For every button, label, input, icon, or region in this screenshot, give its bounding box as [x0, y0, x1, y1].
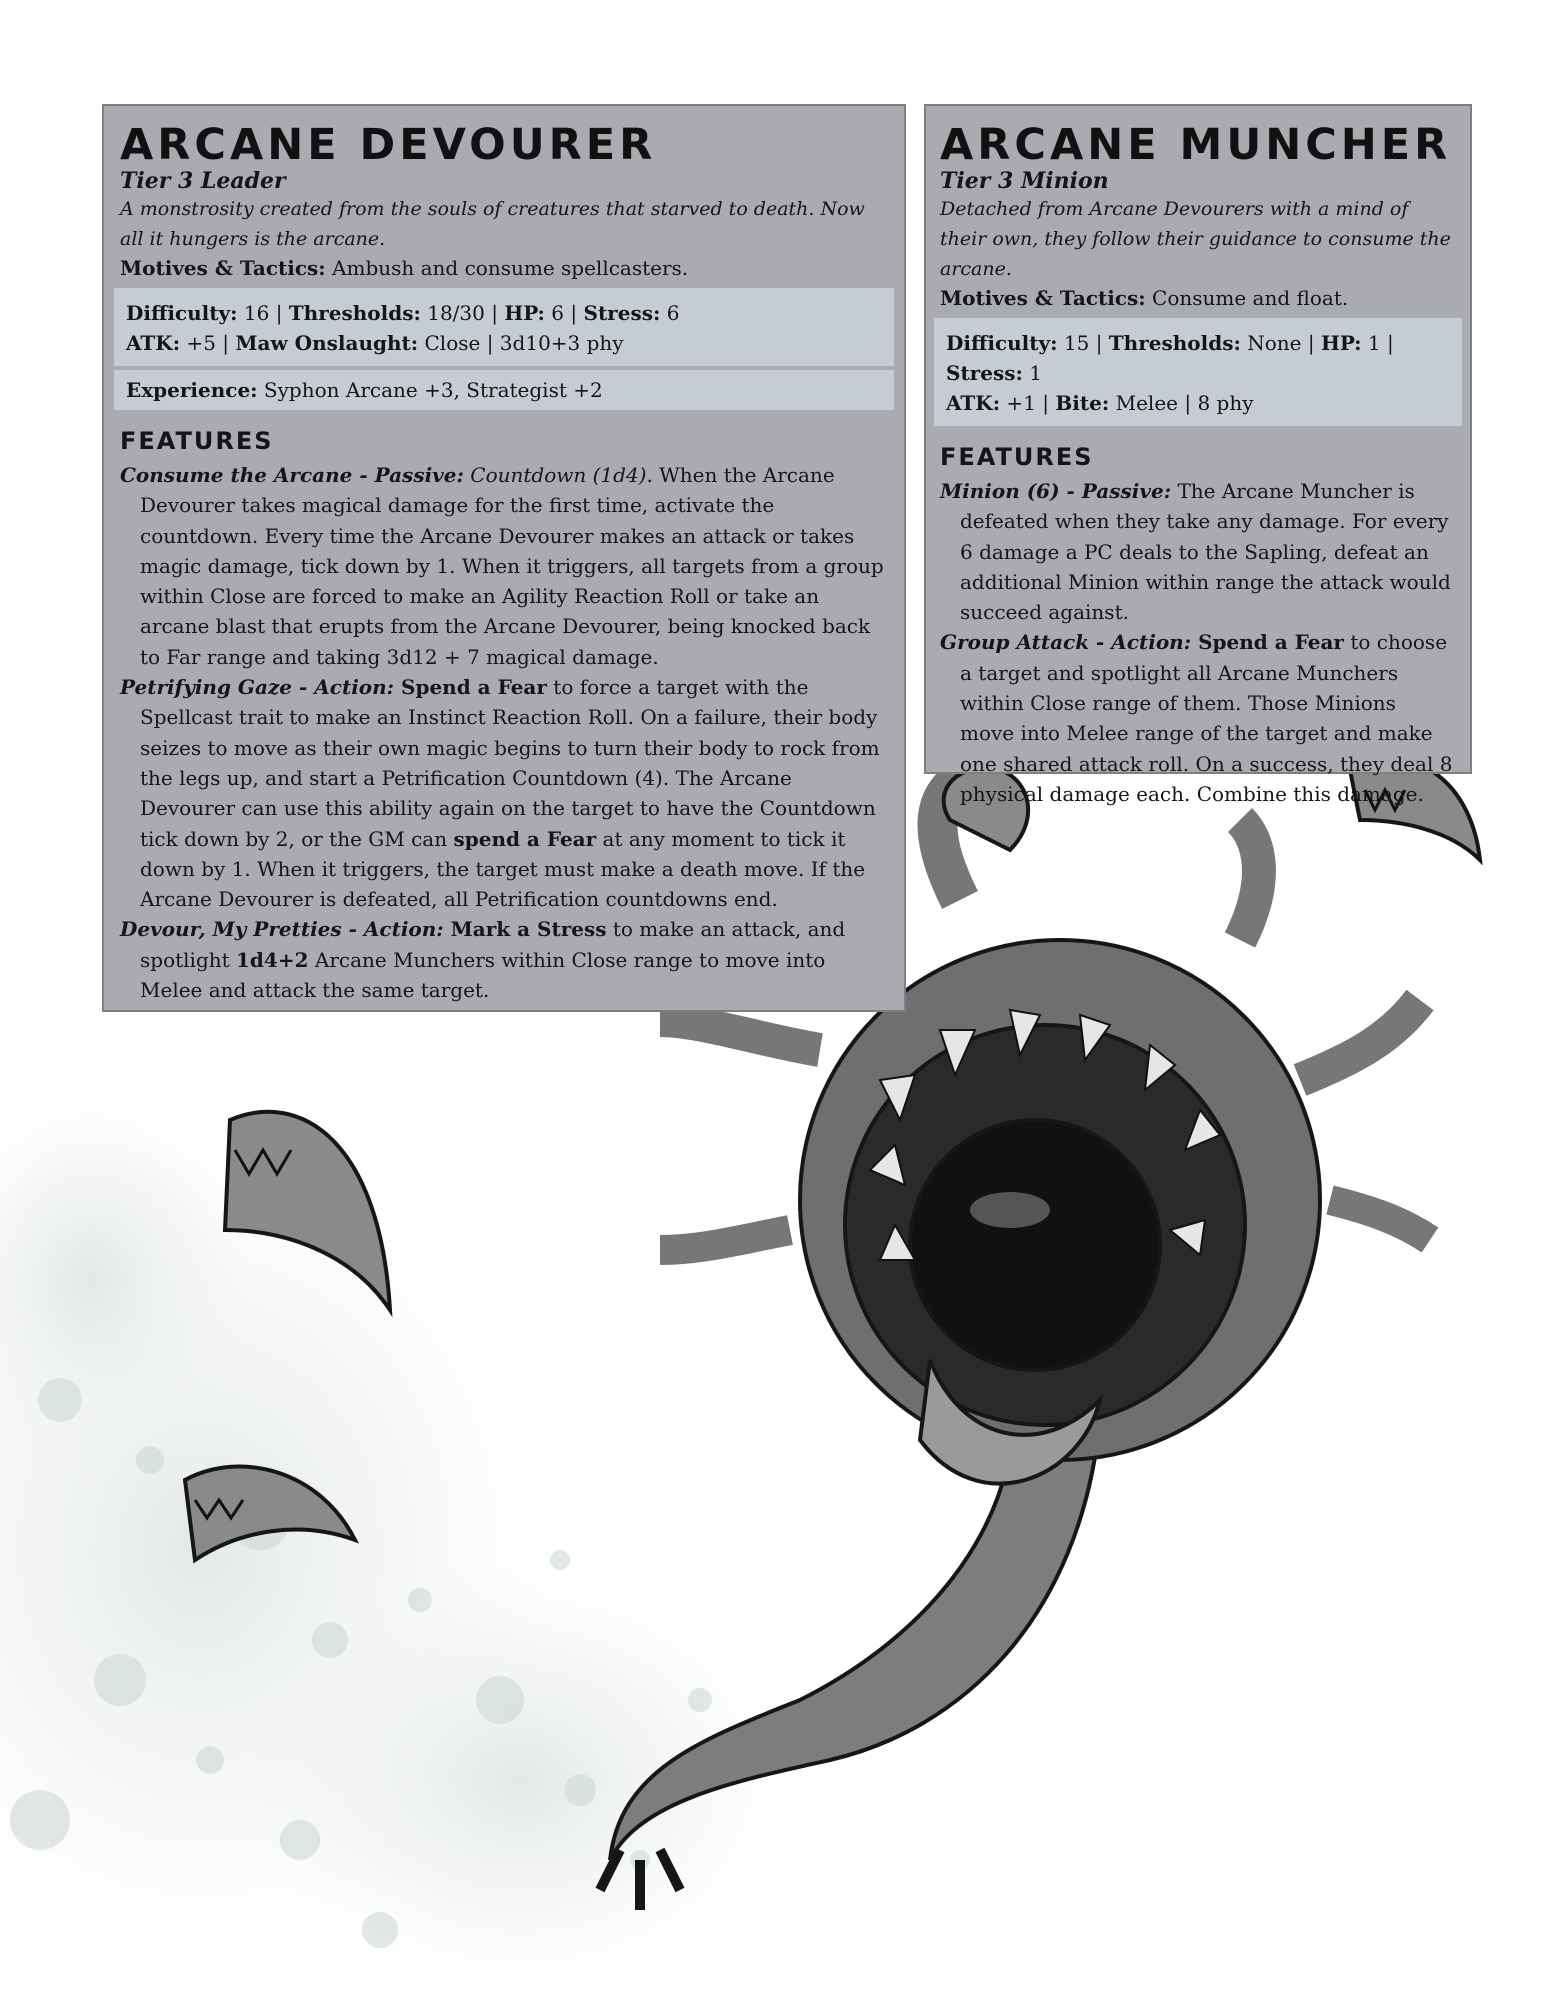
tier-label: Tier 3 Leader	[120, 168, 286, 194]
feature-devour-my-pretties	[120, 914, 888, 1005]
hp-label: HP:	[504, 301, 545, 325]
statblock-title: ARCANE MUNCHER	[940, 120, 1452, 170]
feature-name: Consume the Arcane - Passive:	[120, 463, 464, 487]
arcane-devourer-statblock	[102, 104, 906, 1012]
feature-text: . When the Arcane Devourer takes magical damage for the first time, activate the countdown. Every time the Arcane Devourer makes an attack or takes magic damage, tick down by 1. When it triggers, all targets from a group within Close are forced to make an Agility Reaction Roll or take an arcane blast that erupts from the Arcane Devourer, being knocked back to Far range and taking 3d12 + 7 magical damage.	[140, 463, 884, 669]
stat-line-2: ATK: +1 | Bite: Melee | 8 phy	[946, 391, 1254, 415]
feature-cost: Spend a Fear	[1191, 630, 1344, 655]
feature-text-2: at any moment to tick it down by 1. When it triggers, the target must make a death move. If the Arcane Devourer is defeated, all Petrification countdowns end.	[140, 826, 866, 912]
feature-group-attack	[940, 627, 1456, 809]
attack-label: Bite:	[1055, 391, 1110, 415]
thresholds-label: Thresholds:	[1108, 331, 1241, 355]
atk-label: ATK:	[126, 331, 181, 355]
features-heading: FEATURES	[120, 427, 274, 455]
feature-text-2: Arcane Munchers within Close range to move into Melee and attack the same target.	[140, 947, 826, 1003]
feature-text: The Arcane Muncher is defeated when they take any damage. For every 6 damage a PC deals to the Sapling, defeat an additional Minion within range the attack would succeed against.	[960, 479, 1451, 625]
motives-label: Motives & Tactics:	[940, 286, 1146, 310]
hp-value: 1	[1361, 331, 1388, 355]
feature-name: Minion (6) - Passive:	[940, 479, 1172, 503]
motives-label: Motives & Tactics:	[120, 256, 326, 280]
description: Detached from Arcane Devourers with a mind of their own, they follow their guidance to consume the arcane.	[940, 198, 1451, 280]
feature-countdown: Countdown (1d4)	[463, 463, 647, 487]
experience-value: Syphon Arcane +3, Strategist +2	[257, 378, 603, 402]
difficulty-value: 16	[237, 301, 276, 325]
thresholds-value: None	[1240, 331, 1308, 355]
atk-value: +5	[180, 331, 223, 355]
atk-label: ATK:	[946, 391, 1001, 415]
attack-range: Melee	[1109, 391, 1185, 415]
motives-value: Ambush and consume spellcasters.	[325, 256, 689, 280]
feature-dice: 1d4+2	[236, 947, 309, 972]
stat-line-2: ATK: +5 | Maw Onslaught: Close | 3d10+3 phy	[126, 331, 624, 355]
experience-label: Experience:	[126, 378, 258, 402]
difficulty-value: 15	[1057, 331, 1096, 355]
feature-consume-the-arcane	[120, 460, 888, 672]
difficulty-label: Difficulty:	[946, 331, 1058, 355]
hp-label: HP:	[1320, 331, 1362, 355]
feature-name: Group Attack - Action:	[940, 630, 1192, 655]
stat-bar	[934, 318, 1462, 426]
stress-label: Stress:	[583, 301, 661, 325]
statblock-title: ARCANE DEVOURER	[120, 120, 657, 170]
stat-line-1: Difficulty: 15 | Thresholds: None | HP: 1 | Stress: 1	[946, 331, 1394, 385]
difficulty-label: Difficulty:	[126, 301, 238, 325]
feature-minion	[940, 476, 1456, 627]
stress-label: Stress:	[946, 361, 1023, 385]
attack-damage: 3d10+3 phy	[493, 331, 624, 355]
motives-value: Consume and float.	[1145, 286, 1349, 310]
attack-damage: 8 phy	[1191, 391, 1254, 415]
description: A monstrosity created from the souls of creatures that starved to death. Now all it hungers is the arcane.	[120, 198, 865, 250]
feature-name: Petrifying Gaze - Action:	[120, 675, 395, 700]
arcane-muncher-statblock	[924, 104, 1472, 806]
feature-name: Devour, My Pretties - Action:	[120, 917, 444, 942]
feature-petrifying-gaze	[120, 672, 888, 914]
feature-text: to choose a target and spotlight all Arcane Munchers within Close range of them. Those Minions move into Melee range of the target and make one shared attack roll. On a success, they deal 8 physical damage each. Combine this damage.	[960, 630, 1453, 806]
motives-tactics	[120, 254, 888, 282]
thresholds-value: 18/30	[420, 301, 492, 325]
stress-value: 6	[660, 301, 680, 325]
stress-value: 1	[1022, 361, 1042, 385]
features-heading: FEATURES	[940, 443, 1094, 471]
hp-value: 6	[544, 301, 571, 325]
attack-range: Close	[418, 331, 487, 355]
feature-text: to make an attack, and spotlight	[140, 917, 846, 972]
tier-label: Tier 3 Minion	[940, 168, 1109, 194]
feature-cost-mid: spend a Fear	[453, 826, 597, 851]
motives-tactics	[940, 284, 1456, 312]
atk-value: +1	[1000, 391, 1043, 415]
feature-text: to force a target with the Spellcast trait to make an Instinct Reaction Roll. On a failure, their body seizes to move as their own magic begins to turn their body to rock from the legs up, and start a Petrification Countdown (4). The Arcane Devourer can use this ability again on the target to have the Countdown tick down by 2, or the GM can	[140, 675, 880, 851]
experience-bar	[114, 370, 894, 410]
stat-bar	[114, 288, 894, 366]
feature-cost: Mark a Stress	[443, 917, 607, 942]
attack-label: Maw Onslaught:	[235, 331, 419, 355]
feature-cost: Spend a Fear	[394, 675, 547, 700]
stat-line-1: Difficulty: 16 | Thresholds: 18/30 | HP: 6 | Stress: 6	[126, 301, 680, 325]
thresholds-label: Thresholds:	[288, 301, 421, 325]
